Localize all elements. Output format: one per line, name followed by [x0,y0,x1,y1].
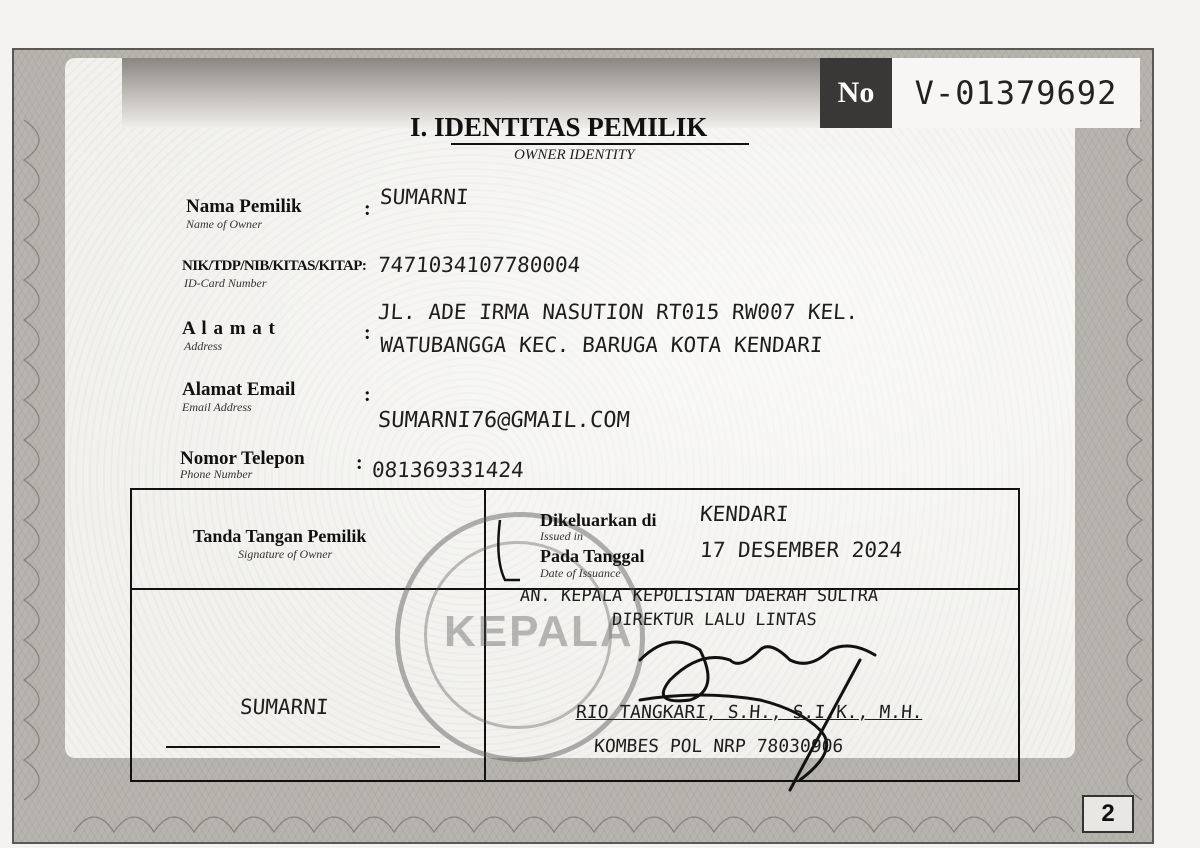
email-label: Alamat Email [182,379,296,400]
number-label: No [820,58,892,128]
phone-value: 081369331424 [371,458,525,482]
colon: : [364,384,371,406]
issue-date-value: 17 DESEMBER 2024 [699,538,904,562]
section-subtitle: OWNER IDENTITY [514,147,635,163]
page-number: 2 [1082,795,1134,833]
official-rank: KOMBES POL NRP 78030906 [593,736,844,757]
seal-center-word: KEPALA [444,607,634,656]
owner-signature-name: SUMARNI [239,695,330,719]
issue-date-label: Pada Tanggal [540,546,645,566]
id-number-label: NIK/TDP/NIB/KITAS/KITAP: [182,258,367,274]
colon: : [364,322,371,344]
owner-signature-line [166,746,440,748]
issued-in-sublabel: Issued in [540,529,583,543]
authority-line-2: DIREKTUR LALU LINTAS [611,610,818,630]
address-line-1: JL. ADE IRMA NASUTION RT015 RW007 KEL. [377,300,860,324]
id-number-value: 7471034107780004 [377,253,582,277]
address-label: A l a m a t [182,318,276,339]
address-line-2: WATUBANGGA KEC. BARUGA KOTA KENDARI [379,333,824,357]
owner-name-sublabel: Name of Owner [186,217,262,231]
colon: : [356,452,363,474]
address-sublabel: Address [184,339,223,353]
id-number-sublabel: ID-Card Number [184,276,267,290]
phone-label: Nomor Telepon [180,448,305,469]
owner-signature-sublabel: Signature of Owner [238,547,333,561]
email-value: SUMARNI76@GMAIL.COM [377,408,631,433]
owner-signature-label: Tanda Tangan Pemilik [193,526,367,546]
issued-in-value: KENDARI [699,502,790,526]
official-name: RIO TANGKARI, S.H., S.I.K., M.H. [575,702,924,723]
colon: : [364,198,371,220]
section-title: I. IDENTITAS PEMILIK [410,112,708,142]
issued-in-label: Dikeluarkan di [540,510,657,530]
email-sublabel: Email Address [182,400,252,414]
phone-sublabel: Phone Number [180,467,253,481]
owner-name-label: Nama Pemilik [186,196,302,217]
owner-name-value: SUMARNI [379,185,470,209]
authority-line-1: AN. KEPALA KEPOLISIAN DAERAH SULTRA [519,586,879,606]
issue-date-sublabel: Date of Issuance [540,566,621,580]
certificate-number: V-01379692 [892,58,1140,128]
